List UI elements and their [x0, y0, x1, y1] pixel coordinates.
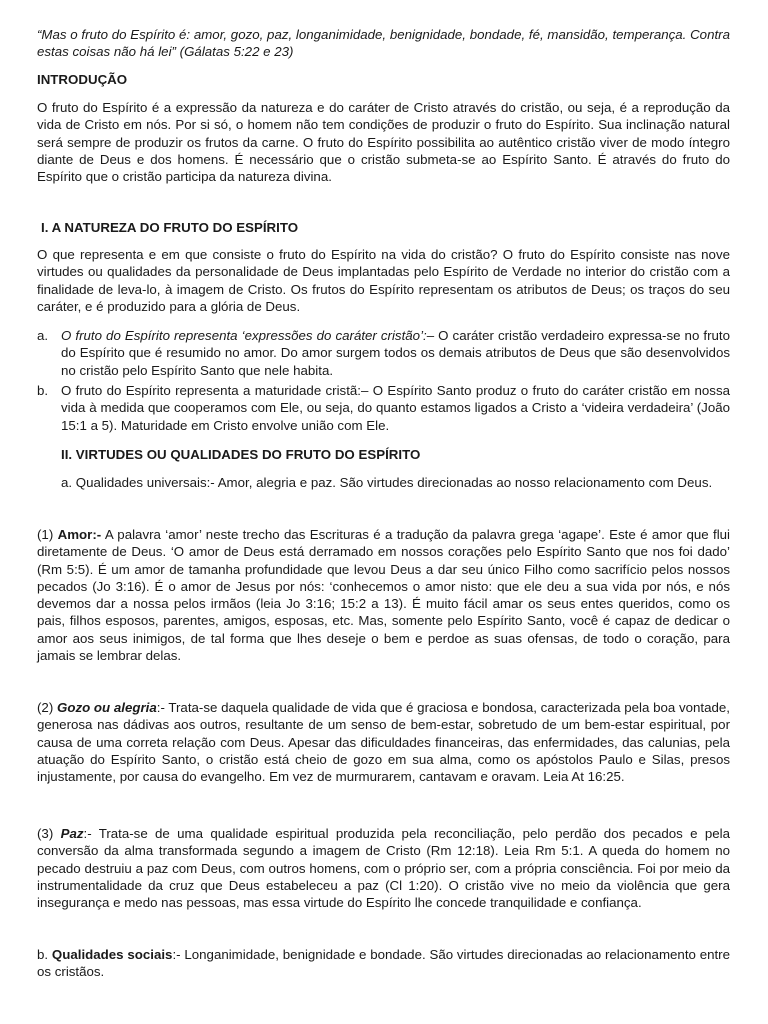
sub-b-marker: b.: [37, 947, 49, 962]
intro-heading: INTRODUÇÃO: [37, 72, 128, 87]
gozo-number: (2): [37, 700, 54, 715]
item-a-text: – O caráter cristão verdadeiro expressa-se no fruto do Espírito que é resumido no amor. Do amor surgem todos os demais atributos de Deus que são desenvolvidos no cristão pelo Espírito Santo que nele habita.: [61, 328, 730, 378]
item-a-lead: O fruto do Espírito representa ‘expressões do caráter cristão’:: [61, 328, 427, 343]
amor-term: Amor:-: [57, 527, 102, 542]
paz-number: (3): [37, 826, 54, 841]
intro-paragraph: O fruto do Espírito é a expressão da natureza e do caráter de Cristo através do cristão, ou seja, é a reprodução da vida de Cristo em nós. Por si só, o homem não tem condições de produzir o fruto do Espírito. Sua inclinação natural será sempre de produzir os frutos da carne. O fruto do Espírito possibilita ao autêntico cristão viver de modo íntegro diante de Deus e dos homens. É necessário que o cristão submeta-se ao Espírito Santo. É através do fruto do Espírito que o cristão participa da natureza divina.: [37, 100, 730, 185]
paz-text: :- Trata-se de uma qualidade espiritual produzida pela reconciliação, pelo perdão dos pecados e pela conversão da alma transformada segundo a imagem de Cristo (Rm 12:18). Leia Rm 5:1. A queda do homem no pecado destruiu a paz com Deus, com outros homens, com o próprio ser, com a própria consciência. Foi por meio da instrumentalidade da cruz que Deus estabeleceu a paz (Cl 1:20). O cristão vive no meio da violência que gera insegurança e medo nas pessoas, mas essa virtude do Espírito lhe concede tranquilidade e confiança.: [37, 826, 730, 911]
section1-item-b: [37, 382, 730, 434]
section1-paragraph: O que representa e em que consiste o fruto do Espírito na vida do cristão? O fruto do Espírito consiste nas nove virtudes ou qualidades da personalidade de Deus implantadas pelo Espírito de Verdade no interior do cristão com a finalidade de leva-lo, à imagem de Cristo. Os frutos do Espírito representam os atributos de Deus; os traços do seu caráter, e é produzido para a glória de Deus.: [37, 247, 730, 314]
section1-item-a: [37, 327, 730, 379]
section2-sub-a: a. Qualidades universais:- Amor, alegria e paz. São virtudes direcionadas ao nosso relacionamento com Deus.: [61, 475, 713, 490]
sub-b-term: Qualidades sociais: [51, 947, 173, 962]
gozo-text: :- Trata-se daquela qualidade de vida que é graciosa e bondosa, caracterizada pela boa vontade, generosa nas dádivas aos outros, resultante de um senso de bem-estar, sobretudo de um bem-estar espiritual, por causa de uma correta relação com Deus. Apesar das dificuldades financeiras, das enfermidades, das calunias, pela atuação do Espírito Santo, o cristão está cheio de gozo em sua alma, como os apóstolos Paulo e Silas, presos injustamente, por causa do evangelho. Em vez de murmurarem, cantavam e oravam. Leia At 16:25.: [37, 700, 730, 785]
gozo-paragraph: [37, 699, 730, 785]
item-a-marker: a.: [37, 328, 49, 343]
amor-number: (1): [37, 527, 54, 542]
item-b-marker: b.: [37, 383, 49, 398]
amor-paragraph: [37, 526, 730, 664]
gozo-term: Gozo ou alegria: [56, 700, 157, 715]
section2-heading: II. VIRTUDES OU QUALIDADES DO FRUTO DO ESPÍRITO: [61, 447, 421, 462]
item-b-text: O fruto do Espírito representa a maturidade cristã:– O Espírito Santo produz o fruto do caráter cristão em nossa vida à medida que cooperamos com Ele, ou seja, do quanto estamos ligados a Cristo a ‘videira verdadeira’ (João 15:1 a 5). Maturidade em Cristo envolve união com Ele.: [61, 383, 730, 433]
section1-heading: I. A NATUREZA DO FRUTO DO ESPÍRITO: [41, 220, 299, 235]
epigraph: “Mas o fruto do Espírito é: amor, gozo, paz, longanimidade, benignidade, bondade, fé, mansidão, temperança. Contra estas coisas não há lei” (Gálatas 5:22 e 23): [37, 27, 730, 60]
paz-paragraph: [37, 825, 730, 911]
sub-b-text: :- Longanimidade, benignidade e bondade. São virtudes direcionadas ao relacionamento entre os cristãos.: [37, 947, 730, 980]
paz-term: Paz: [60, 826, 84, 841]
amor-text: A palavra ‘amor’ neste trecho das Escrituras é a tradução da palavra grega ‘agape’. Este é amor que flui diretamente de Deus. ‘O amor de Deus está derramado em nossos corações pelo Espírito Santo que nos foi dado’ (Rm 5:5). É um amor de tamanha profundidade que levou Deus a dar seu único Filho como sacrifício pelos nossos pecados (Jo 3:16). É o amor de Jesus por nós: ‘conhecemos o amor nisto: que ele deu a sua vida por nós, e nós devemos dar a nossa pelos irmãos (leia Jo 3:16; 15:2 a 13). É muito fácil amar os seus entes queridos, como os pais, filhos esposos, parentes, amigos, esposas, etc. Mas, somente pelo Espírito Santo, você é capaz de dedicar o amor aos seus inimigos, de tal forma que lhes deseje o bem e perdoe as suas ofensas, de todo o coração, para jamais se lembrar delas.: [37, 527, 730, 664]
section2-sub-b: [37, 946, 730, 981]
